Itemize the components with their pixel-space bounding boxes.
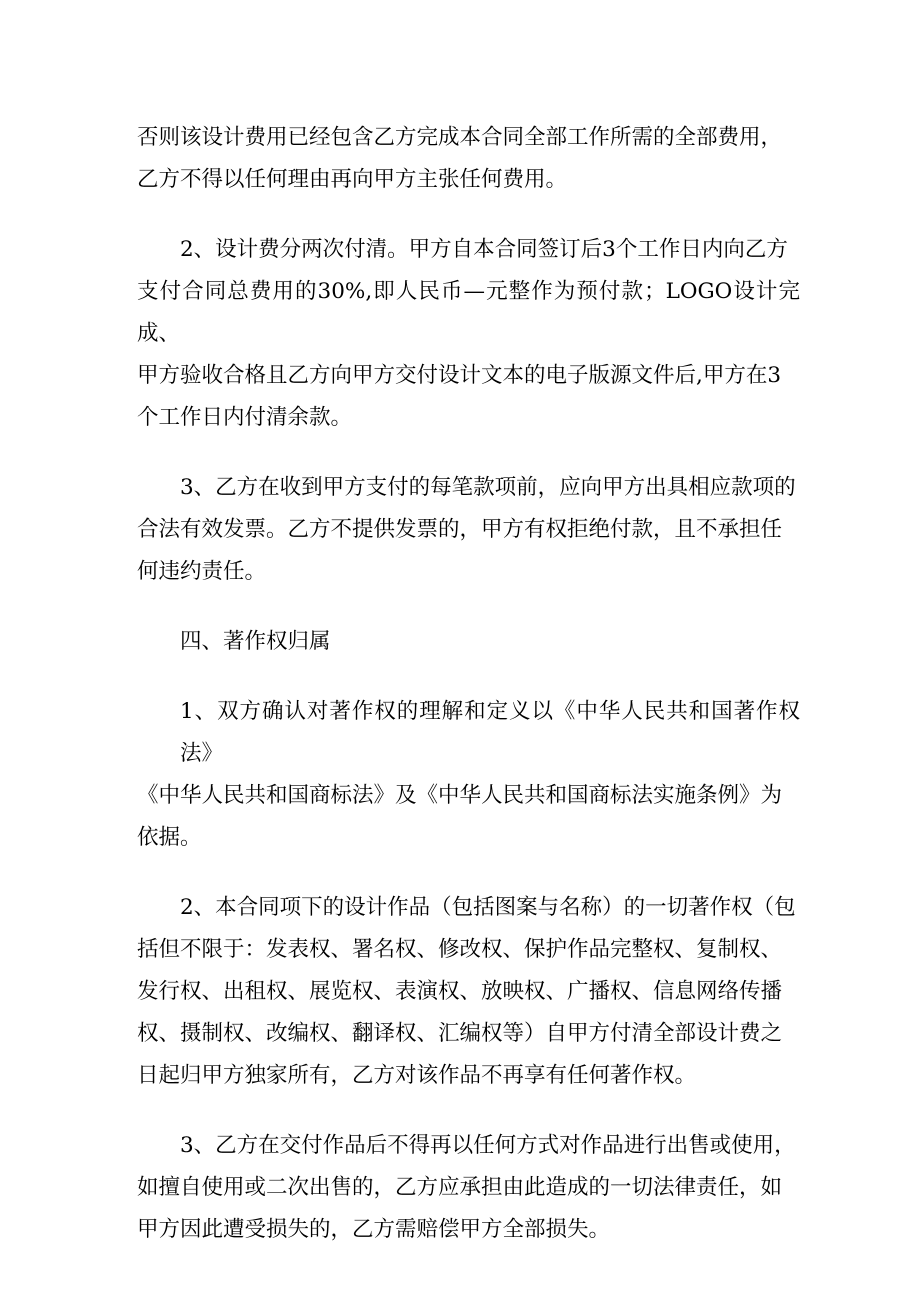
text-line: 1、双方确认对著作权的理解和定义以《中华人民共和国著作权法》 <box>180 699 800 766</box>
text-line: 权、摄制权、改编权、翻译权、汇编权等）自甲方付清全部设计费之 <box>137 1021 783 1046</box>
text-line: 合法有效发票。乙方不提供发票的，甲方有权拒绝付款，且不承担任 <box>137 517 783 542</box>
text-line: 否则该设计费用已经包含乙方完成本合同全部工作所需的全部费用， <box>137 125 783 150</box>
paragraph-fee-inclusive <box>137 117 800 201</box>
text-line: 2、设计费分两次付清。甲方自本合同签订后3个工作日内向乙方 <box>180 237 788 262</box>
text-line: 2、本合同项下的设计作品（包括图案与名称）的一切著作权（包 <box>180 895 796 920</box>
text-line: 甲方验收合格且乙方向甲方交付设计文本的电子版源文件后,甲方在3 <box>137 363 782 388</box>
text-line: 3、乙方在收到甲方支付的每笔款项前，应向甲方出具相应款项的 <box>180 475 796 500</box>
text-line: 3、乙方在交付作品后不得再以任何方式对作品进行出售或使用， <box>180 1133 796 1158</box>
text-line: 括但不限于：发表权、署名权、修改权、保护作品完整权、复制权、 <box>137 937 783 962</box>
text-line: 依据。 <box>137 825 202 850</box>
text-line: 《中华人民共和国商标法》及《中华人民共和国商标法实施条例》为 <box>137 783 783 808</box>
text-line: 发行权、出租权、展览权、表演权、放映权、广播权、信息网络传播 <box>137 979 783 1004</box>
text-line: 日起归甲方独家所有，乙方对该作品不再享有任何著作权。 <box>137 1063 697 1088</box>
section-title: 四、著作权归属 <box>180 629 331 654</box>
paragraph-copyright-definition <box>137 691 800 859</box>
text-line: 乙方不得以任何理由再向甲方主张任何费用。 <box>137 167 568 192</box>
section-heading-copyright <box>137 621 800 663</box>
paragraph-payment-installments <box>137 229 800 439</box>
text-line: 个工作日内付清余款。 <box>137 405 353 430</box>
text-line: 支付合同总费用的30%,即人民币—元整作为预付款；LOGO设计完成、 <box>137 279 800 346</box>
text-line: 何违约责任。 <box>137 559 267 584</box>
text-line: 甲方因此遭受损失的，乙方需赔偿甲方全部损失。 <box>137 1217 611 1242</box>
text-line: 如擅自使用或二次出售的，乙方应承担由此造成的一切法律责任，如 <box>137 1175 783 1200</box>
paragraph-invoice <box>137 467 800 593</box>
paragraph-copyright-ownership <box>137 887 800 1097</box>
paragraph-no-resale <box>137 1125 800 1251</box>
